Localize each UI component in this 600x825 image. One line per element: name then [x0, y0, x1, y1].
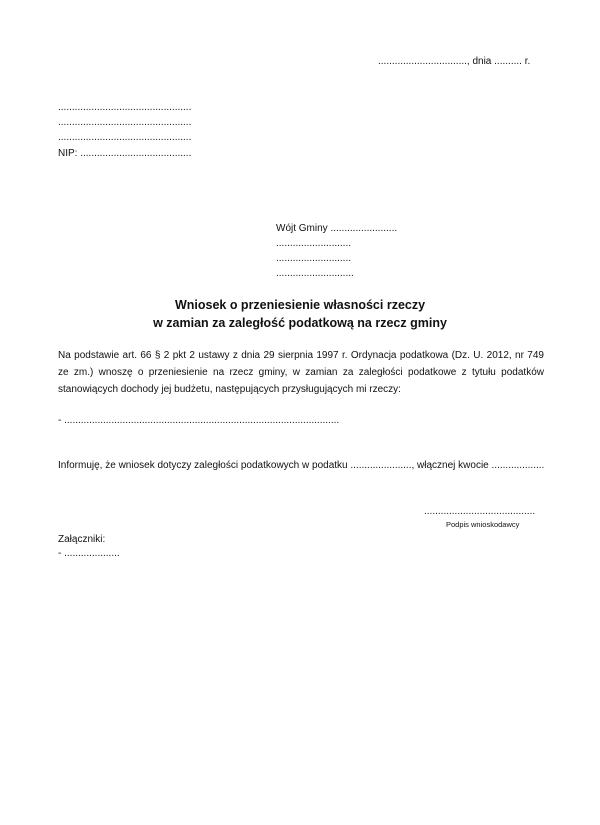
- attachment-item: - ....................: [58, 548, 120, 559]
- item-line: - ...................................................................................................: [58, 415, 340, 426]
- signature-line: ........................................: [424, 506, 536, 517]
- signature-label: Podpis wnioskodawcy: [446, 520, 520, 529]
- applicant-nip: NIP: ........................................: [58, 148, 192, 159]
- recipient-title: Wójt Gminy ........................: [276, 223, 398, 234]
- recipient-line: ...........................: [276, 253, 352, 264]
- applicant-line: ................................................: [58, 102, 192, 113]
- attachments-heading: Załączniki:: [58, 534, 106, 545]
- title-line: Wniosek o przeniesienie własności rzeczy: [174, 298, 426, 312]
- recipient-line: ...........................: [276, 238, 352, 249]
- applicant-line: ................................................: [58, 132, 192, 143]
- place-date: ................................, dnia .......... r.: [378, 56, 531, 67]
- title-line: w zamian za zaległość podatkową na rzecz gminy: [153, 316, 447, 330]
- recipient-line: ............................: [276, 268, 354, 279]
- body-paragraph: Na podstawie art. 66 § 2 pkt 2 ustawy z dnia 29 sierpnia 1997 r. Ordynacja podatkowa (Dz. U. 2012, nr 749 ze zm.) wnoszę o przeniesienie na rzecz gminy, w zamian za zaległości podatkowe z tytułu podatków stanowiących dochody jej budżetu, następujących przysługujących mi rzeczy:: [58, 350, 544, 395]
- applicant-line: ................................................: [58, 117, 192, 128]
- info-paragraph: Informuję, że wniosek dotyczy zaległości podatkowych w podatku ......................, włącznej kwocie ...................: [58, 460, 545, 471]
